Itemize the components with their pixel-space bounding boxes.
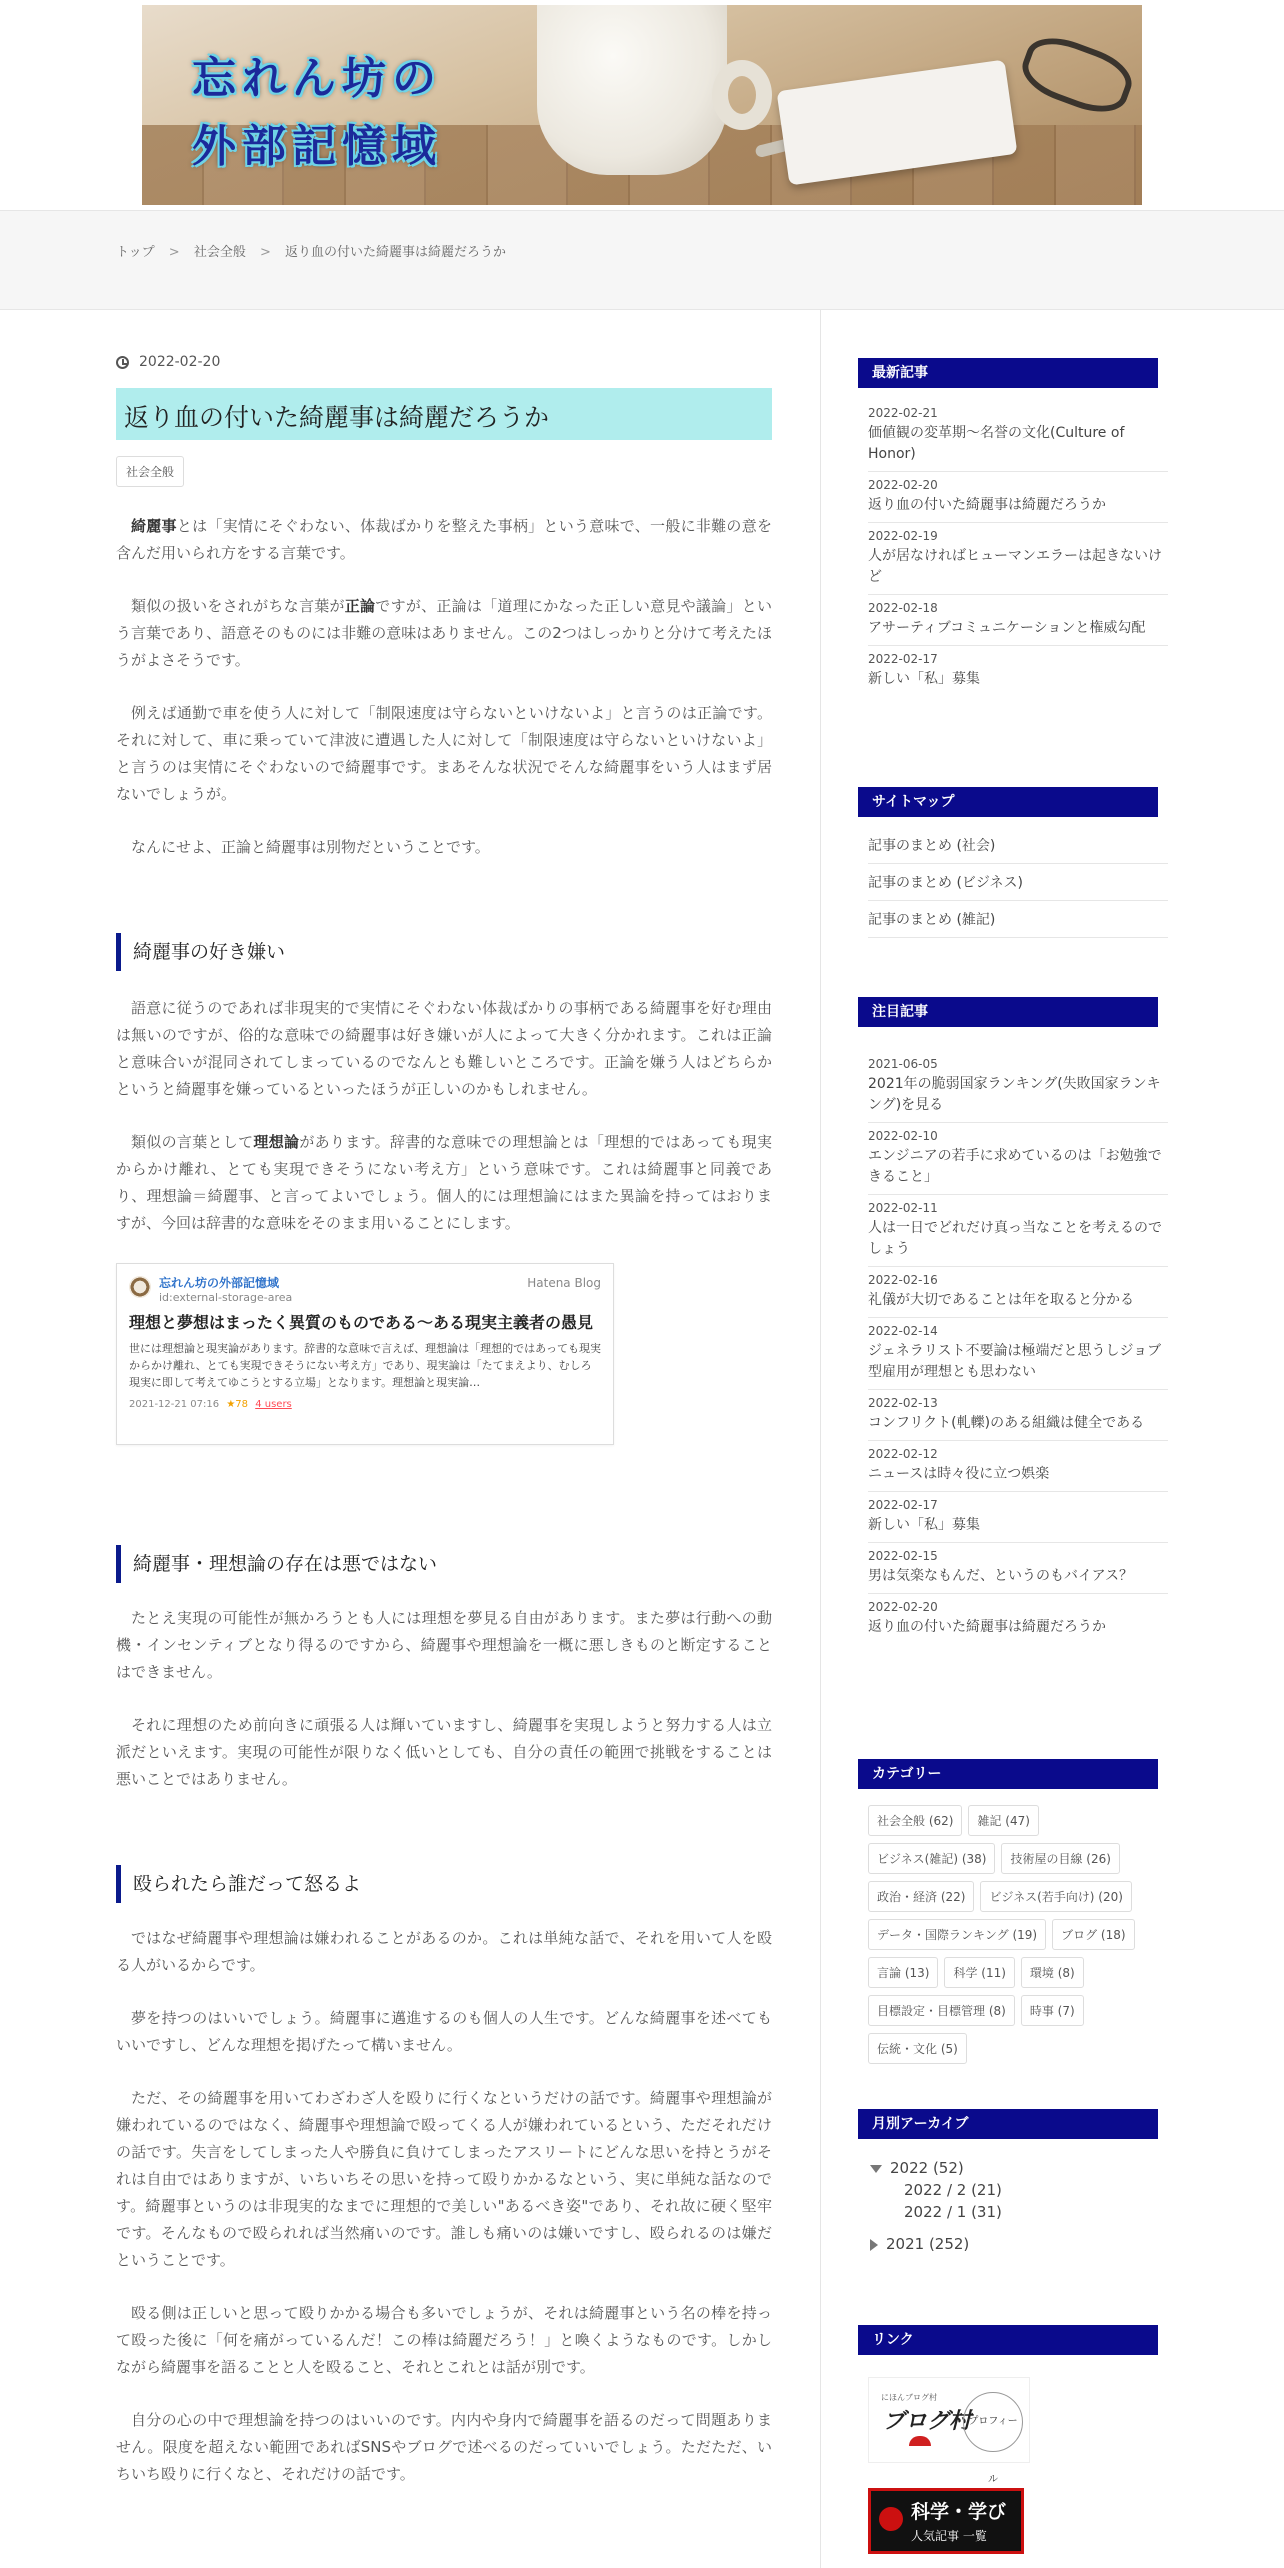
list-item[interactable] <box>868 646 1168 696</box>
item-title[interactable]: コンフリクト(軋轢)のある組織は健全である <box>868 1415 1145 1431</box>
archive-label[interactable]: 2021 (252) <box>886 2235 970 2253</box>
banner-main-text: ブログ村 <box>883 2409 972 2434</box>
embed-date: 2021-12-21 07:16 <box>129 1399 220 1410</box>
item-title[interactable]: 2021年の脆弱国家ランキング(失敗国家ランキング)を見る <box>868 1076 1161 1113</box>
site-header <box>0 0 1284 210</box>
sidebar-heading: リンク <box>858 2325 1158 2355</box>
blogmura-banner[interactable] <box>868 2377 1030 2485</box>
article-date: 2022-02-20 <box>139 354 221 370</box>
item-title[interactable]: 男は気楽なもんだ、というのもバイアス？ <box>868 1568 1134 1584</box>
archive-label[interactable]: 2022 (52) <box>890 2159 964 2177</box>
caret-right-icon[interactable] <box>870 2239 878 2251</box>
embed-site-id: id:external-storage-area <box>159 1291 293 1304</box>
item-title[interactable]: 礼儀が大切であることは年を取ると分かる <box>868 1292 1134 1308</box>
sidebar-heading: サイトマップ <box>858 787 1158 817</box>
item-title[interactable]: 人は一日でどれだけ真っ当なことを考えるのでしょう <box>868 1220 1162 1257</box>
text: 類似の扱いをされがちな言葉が <box>131 597 345 615</box>
sidebar-heading: 最新記事 <box>858 358 1158 388</box>
paragraph: 殴る側は正しいと思って殴りかかる場合も多いでしょうが、それは綺麗事という名の棒を持って殴った後に「何を痛がっているんだ！この棒は綺麗だろう！」と喚くようなものです。しかしながら綺麗事を語ることと人を殴ること、それとこれとは話が別です。 <box>116 2304 772 2376</box>
embed-description: 世には理想論と現実論があります。辞書的な意味で言えば、理想論は「理想的ではあっても現実からかけ離れ、とても実現できそうにない考え方」であり、現実論は「たてまえより、むしろ現実に即して考えてゆこうとする立場」となります。理想論と現実論… <box>129 1342 601 1389</box>
paragraph: 語意に従うのであれば非現実的で実情にそぐわない体裁ばかりの事柄である綺麗事を好む理由は無いのですが、俗的な意味での綺麗事は好き嫌いが人によって大きく分かれます。これは正論と意味合いが混同されてしまっているのでなんとも難しいところです。正論を嫌う人はどちらかというと綺麗事を嫌っているといったほうが正しいのかもしれません。 <box>116 999 772 1098</box>
category-tag[interactable]: 技術屋の目線 (26) <box>1001 1843 1119 1874</box>
breadcrumb-separator: > <box>168 245 180 260</box>
sidebar-categories <box>858 1759 1168 2071</box>
item-date: 2022-02-15 <box>868 1549 938 1563</box>
bookmark-users-link[interactable]: 4 users <box>255 1399 292 1410</box>
archive-year-2022[interactable] <box>870 2159 1168 2181</box>
profile-circle: プロフィール <box>963 2392 1023 2452</box>
category-tag[interactable]: 社会全般 (62) <box>868 1805 962 1836</box>
category-tag[interactable]: 科学 (11) <box>944 1957 1014 1988</box>
site-logo[interactable] <box>192 45 442 181</box>
header-banner[interactable] <box>142 5 1142 205</box>
banner-line-1: 科学・学び <box>911 2501 1007 2523</box>
paragraph: たとえ実現の可能性が無かろうとも人には理想を夢見る自由があります。また夢は行動への動機・インセンティブとなり得るのですから、綺麗事や理想論を一概に悪しきものと断定することはできません。 <box>116 1609 772 1681</box>
item-date: 2022-02-20 <box>868 1600 938 1614</box>
sitemap-link[interactable]: 記事のまとめ (雑記) <box>868 901 1168 938</box>
breadcrumb-bar <box>0 210 1284 310</box>
sitemap-list <box>858 827 1168 938</box>
item-date: 2022-02-18 <box>868 601 938 615</box>
archive-year-2021[interactable] <box>870 2235 1168 2257</box>
list-item[interactable] <box>868 1123 1168 1195</box>
item-title[interactable]: 新しい「私」募集 <box>868 671 980 687</box>
archive-list <box>858 2159 1168 2257</box>
clock-icon <box>116 356 129 369</box>
list-item[interactable] <box>868 472 1168 523</box>
section-heading: 綺麗事・理想論の存在は悪ではない <box>116 1545 772 1583</box>
category-tag[interactable]: 時事 (7) <box>1021 1995 1084 2026</box>
item-title[interactable]: アサーティブコミュニケーションと権威勾配 <box>868 620 1146 636</box>
list-item[interactable] <box>868 400 1168 472</box>
list-item[interactable] <box>868 1492 1168 1543</box>
category-tag[interactable]: 政治・経済 (22) <box>868 1881 974 1912</box>
logo-line-2: 外部記憶域 <box>192 121 442 172</box>
banner-line-2: 人気記事 一覧 <box>911 2529 987 2543</box>
item-date: 2022-02-16 <box>868 1273 938 1287</box>
list-item[interactable] <box>868 1441 1168 1492</box>
item-date: 2022-02-12 <box>868 1447 938 1461</box>
category-tags <box>858 1805 1168 2071</box>
archive-month[interactable]: 2022 / 1 (31) <box>904 2203 1002 2221</box>
item-date: 2022-02-10 <box>868 1129 938 1143</box>
list-item[interactable] <box>868 1390 1168 1441</box>
category-tag[interactable]: 伝統・文化 (5) <box>868 2033 967 2064</box>
list-item[interactable] <box>868 1051 1168 1123</box>
sidebar-links <box>858 2325 1168 2565</box>
item-date: 2022-02-19 <box>868 529 938 543</box>
sidebar-archive <box>858 2109 1168 2257</box>
banner-glasses <box>1015 28 1139 122</box>
list-item[interactable] <box>868 1594 1168 1644</box>
item-title[interactable]: ジェネラリスト不要論は極端だと思うしジョブ型雇用が理想とも思わない <box>868 1343 1162 1380</box>
archive-month[interactable]: 2022 / 2 (21) <box>904 2181 1002 2199</box>
category-tag[interactable]: データ・国際ランキング (19) <box>868 1919 1046 1950</box>
bold-term: 綺麗事 <box>131 517 177 535</box>
category-tag[interactable]: ブログ (18) <box>1052 1919 1134 1950</box>
paragraph <box>116 1129 772 1237</box>
paragraph: ただ、その綺麗事を用いてわざわざ人を殴りに行くなというだけの話です。綺麗事や理想論が嫌われているのではなく、綺麗事や理想論で殴ってくる人が嫌われているという、ただそれだけの話です。失言をしてしまった人や勝負に負けてしまったアスリートにどんな思いを持とうがそれは自由ではありますが、いちいちその思いを持って殴りかかるなという、実に単純な話なのです。綺麗事というのは非現実的なまでに理想的で美しい"あるべき姿"であり、それ故に硬く堅牢です。そんなもので殴られれば当然痛いのです。誰しも痛いのは嫌いですし、殴られるのは嫌だということです。 <box>116 2089 772 2269</box>
item-date: 2022-02-17 <box>868 652 938 666</box>
breadcrumb-category[interactable]: 社会全般 <box>193 245 246 260</box>
paragraph <box>116 593 772 674</box>
item-title[interactable]: 人が居なければヒューマンエラーは起きないけど <box>868 548 1162 585</box>
text: ですが、正論は「道理にかなった正しい意見や議論」という言葉であり、語意そのものには非難の意味はありません。この2つはしっかりと分けて考えたほうがよさそうです。 <box>116 597 772 669</box>
item-date: 2022-02-20 <box>868 478 938 492</box>
paragraph: なんにせよ、正論と綺麗事は別物だということです。 <box>131 838 490 856</box>
category-tag[interactable]: ビジネス(若手向け) (20) <box>980 1881 1131 1912</box>
site-favicon-icon <box>129 1276 151 1298</box>
banner-cup <box>537 5 727 175</box>
article-title: 返り血の付いた綺麗事は綺麗だろうか <box>116 388 772 440</box>
science-ranking-banner[interactable] <box>868 2488 1024 2554</box>
item-date: 2022-02-14 <box>868 1324 938 1338</box>
blog-card-embed[interactable] <box>116 1263 614 1445</box>
embed-footer <box>129 1399 601 1410</box>
item-date: 2022-02-21 <box>868 406 938 420</box>
article-category-tag[interactable]: 社会全般 <box>116 456 184 487</box>
banner-sun-icon <box>909 2436 931 2446</box>
banner-cup-handle <box>712 60 772 130</box>
sidebar-heading: カテゴリー <box>858 1759 1158 1789</box>
sidebar-heading: 月別アーカイブ <box>858 2109 1158 2139</box>
item-date: 2022-02-17 <box>868 1498 938 1512</box>
sitemap-link[interactable]: 記事のまとめ (ビジネス) <box>868 864 1168 901</box>
sidebar-featured <box>858 997 1168 1644</box>
list-item[interactable] <box>868 1318 1168 1390</box>
item-title[interactable]: ニュースは時々役に立つ娯楽 <box>868 1466 1050 1482</box>
item-title[interactable]: 返り血の付いた綺麗事は綺麗だろうか <box>868 1619 1106 1635</box>
category-tag[interactable]: ビジネス(雑記) (38) <box>868 1843 995 1874</box>
breadcrumb-separator: > <box>259 245 271 260</box>
category-tag[interactable]: 雑記 (47) <box>968 1805 1038 1836</box>
sitemap-link[interactable]: 記事のまとめ (社会) <box>868 827 1168 864</box>
category-tag[interactable]: 環境 (8) <box>1021 1957 1084 1988</box>
embed-site-name[interactable]: 忘れん坊の外部記憶域 <box>159 1276 280 1290</box>
sidebar-heading: 注目記事 <box>858 997 1158 1027</box>
caret-down-icon[interactable] <box>870 2165 882 2173</box>
banner-small-text: にほんブログ村 <box>881 2393 937 2402</box>
item-title[interactable]: 価値観の変革期～名誉の文化(Culture of Honor) <box>868 425 1125 462</box>
item-title[interactable]: エンジニアの若手に求めているのは「お勉強できること」 <box>868 1148 1162 1185</box>
paragraph: 例えば通勤で車を使う人に対して「制限速度は守らないといけないよ」と言うのは正論です。それに対して、車に乗っていて津波に遭遇した人に対して「制限速度は守らないといけないよ」と言うのは実情にそぐわないので綺麗事です。まあそんな状況でそんな綺麗事をいう人はまず居ないでしょうが。 <box>116 704 772 803</box>
article <box>116 350 772 2488</box>
logo-line-1: 忘れん坊の <box>192 53 442 104</box>
text: があります。辞書的な意味での理想論とは「理想的ではあっても現実からかけ離れ、とても実現できそうにない考え方」という意味です。これは綺麗事と同義であり、理想論＝綺麗事、と言ってよいでしょう。個人的には理想論にはまた異論を持ってはおりますが、今回は辞書的な意味をそのまま用いることにします。 <box>116 1133 772 1232</box>
sidebar-sitemap <box>858 787 1168 938</box>
section-heading: 綺麗事の好き嫌い <box>116 933 772 971</box>
paragraph: 夢を持つのはいいでしょう。綺麗事に邁進するのも個人の人生です。どんな綺麗事を述べてもいいですし、どんな理想を掲げたって構いません。 <box>116 2009 772 2054</box>
article-date-row <box>116 350 772 374</box>
list-item[interactable] <box>868 1195 1168 1267</box>
category-tag[interactable]: 目標設定・目標管理 (8) <box>868 1995 1015 2026</box>
item-title[interactable]: 返り血の付いた綺麗事は綺麗だろうか <box>868 497 1106 513</box>
paragraph <box>116 513 772 567</box>
star-count: ★78 <box>226 1399 249 1410</box>
breadcrumb-current: 返り血の付いた綺麗事は綺麗だろうか <box>285 245 507 260</box>
breadcrumb-top[interactable]: トップ <box>116 245 155 260</box>
paragraph: 自分の心の中で理想論を持つのはいいのです。内内や身内で綺麗事を語るのだって問題ありません。限度を超えない範囲であればSNSやブログで述べるのだっていいでしょう。ただただ、いちいち殴りに行くなと、それだけの話です。 <box>116 2411 772 2483</box>
recent-list <box>858 400 1168 696</box>
banner-logo-icon <box>879 2507 903 2531</box>
category-tag[interactable]: 言論 (13) <box>868 1957 938 1988</box>
breadcrumb <box>116 241 516 260</box>
list-item[interactable] <box>868 1267 1168 1318</box>
text: 類似の言葉として <box>131 1133 254 1151</box>
item-title[interactable]: 新しい「私」募集 <box>868 1517 980 1533</box>
list-item[interactable] <box>868 595 1168 646</box>
paragraph: ではなぜ綺麗事や理想論は嫌われることがあるのか。これは単純な話で、それを用いて人を殴る人がいるからです。 <box>116 1929 772 1974</box>
list-item[interactable] <box>868 1543 1168 1594</box>
list-item[interactable] <box>868 523 1168 595</box>
bold-term: 正論 <box>344 597 376 615</box>
featured-list <box>858 1051 1168 1644</box>
bold-term: 理想論 <box>253 1133 300 1151</box>
sidebar-recent <box>858 358 1168 696</box>
item-date: 2022-02-13 <box>868 1396 938 1410</box>
item-date: 2021-06-05 <box>868 1057 938 1071</box>
column-divider <box>820 310 821 2568</box>
item-date: 2022-02-11 <box>868 1201 938 1215</box>
paragraph: それに理想のため前向きに頑張る人は輝いていますし、綺麗事を実現しようと努力する人は立派だといえます。実現の可能性が限りなく低いとしても、自分の責任の範囲で挑戦をすることは悪いことではありません。 <box>116 1716 772 1788</box>
hatena-blog-badge: Hatena Blog <box>527 1276 601 1290</box>
embed-title[interactable]: 理想と夢想はまったく異質のものである～ある現実主義者の愚見 <box>129 1313 594 1332</box>
text: とは「実情にそぐわない、体裁ばかりを整えた事柄」という意味で、一般に非難の意を含んだ用いられ方をする言葉です。 <box>116 517 772 562</box>
section-heading: 殴られたら誰だって怒るよ <box>116 1865 772 1903</box>
